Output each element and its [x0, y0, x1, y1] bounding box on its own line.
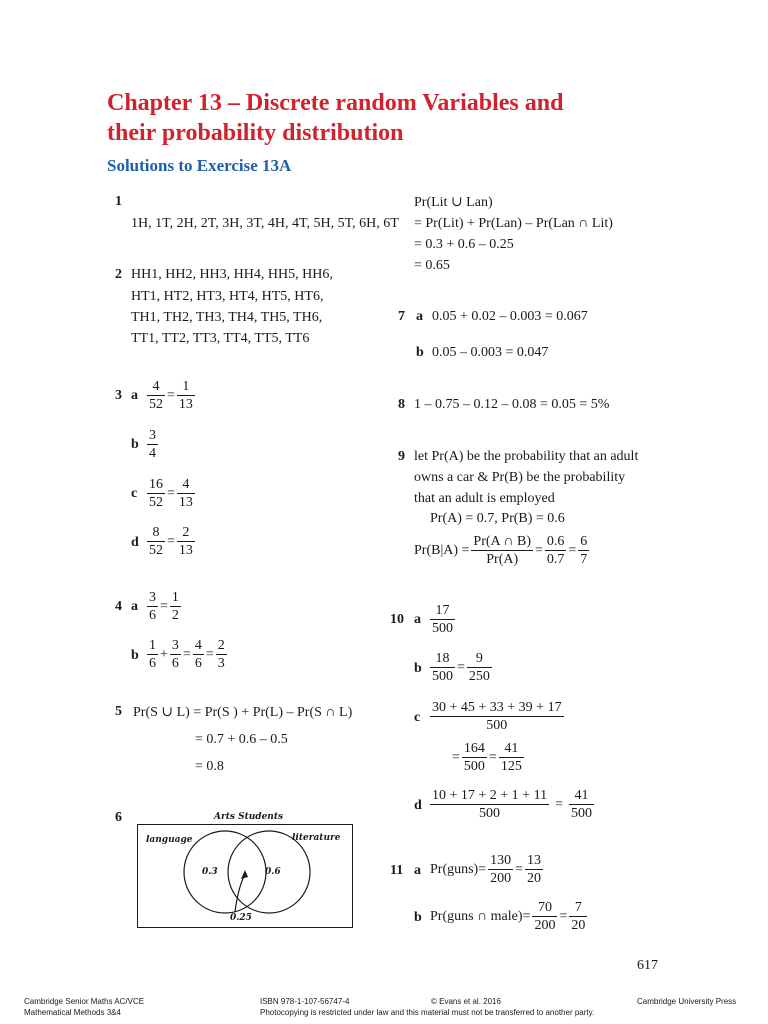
fraction: $\frac{164}{500}$ — [463, 741, 485, 774]
q3d-expression: $\frac{8}{52}$ = $\frac{2}{13}$ — [149, 525, 193, 558]
venn-arrow — [235, 874, 245, 912]
fraction: $\frac{13}{20}$ — [527, 853, 542, 886]
q1-number: 1 — [115, 194, 122, 209]
q5-line-1: Pr(S ∪ L) = Pr(S ) + Pr(L) – Pr(S ∩ L) — [133, 705, 353, 720]
footer-copyright: © Evans et al. 2016 — [431, 997, 501, 1006]
q4a-label: a — [131, 599, 138, 614]
q10c-label: c — [414, 710, 421, 725]
venn-title: Arts Students — [214, 812, 284, 822]
q7a-label: a — [416, 309, 423, 324]
q11b-expression: Pr(guns ∩ male)= $\frac{70}{200}$ = $\frac{7}{20}$ — [430, 900, 586, 933]
footer-book-title: Cambridge Senior Maths AC/VCE — [24, 997, 145, 1006]
q3c-expression: $\frac{16}{52}$ = $\frac{4}{13}$ — [149, 477, 193, 510]
venn-left-value: 0.3 — [202, 867, 218, 877]
q3a-label: a — [131, 388, 138, 403]
q10-number: 10 — [390, 612, 404, 627]
q3d-label: d — [131, 535, 139, 550]
q11a-expression: Pr(guns)= $\frac{130}{200}$ = $\frac{13}{20}$ — [430, 853, 542, 886]
footer-notice: Photocopying is restricted under law and this material must not be transferred to another party. — [260, 1008, 595, 1017]
venn-left-label: language — [146, 835, 193, 845]
fraction: $\frac{4}{6}$ — [194, 638, 202, 671]
q10a-expression — [428, 602, 457, 637]
q2-line-3: TH1, TH2, TH3, TH4, TH5, TH6, — [131, 310, 323, 325]
q9-expression: Pr(B|A) = $\frac{Pr(A \cap B)}{Pr(A)}$ = $\frac{0.6}{0.7}$ = $\frac{6}{7}$ — [414, 534, 588, 567]
fraction: $\frac{130}{200}$ — [490, 853, 512, 886]
q3c-label: c — [131, 486, 138, 501]
q7-number: 7 — [398, 309, 405, 324]
fraction: $\frac{17}{500}$ — [432, 603, 453, 636]
venn-intersection-value: 0.25 — [230, 913, 252, 923]
fraction: $\frac{1}{13}$ — [178, 379, 193, 412]
fraction: $\frac{16}{52}$ — [149, 477, 163, 510]
q11a-label: a — [414, 863, 421, 878]
venn-right-value: 0.6 — [265, 867, 281, 877]
fraction: $\frac{10 + 17 + 2 + 1 + 11}{500}$ — [432, 788, 548, 821]
q1-answer: 1H, 1T, 2H, 2T, 3H, 3T, 4H, 4T, 5H, 5T, 6H, 6T — [131, 216, 399, 231]
fraction: $\frac{3}{4}$ — [149, 428, 156, 461]
q10c-expression — [428, 699, 566, 734]
q9-line-4: Pr(A) = 0.7, Pr(B) = 0.6 — [430, 511, 565, 526]
q9-line-2: owns a car & Pr(B) be the probability — [414, 470, 626, 485]
q9-number: 9 — [398, 449, 405, 464]
fraction: $\frac{4}{52}$ — [149, 379, 163, 412]
q2-line-1: HH1, HH2, HH3, HH4, HH5, HH6, — [131, 267, 333, 282]
q5-number: 5 — [115, 704, 122, 719]
page-number: 617 — [637, 958, 658, 973]
q9-line-3: that an adult is employed — [414, 491, 555, 506]
q6-cont-line-2: = Pr(Lit) + Pr(Lan) – Pr(Lan ∩ Lit) — [414, 216, 613, 231]
q5-line-3: = 0.8 — [195, 759, 224, 774]
q4-number: 4 — [115, 599, 122, 614]
fraction: $\frac{7}{20}$ — [571, 900, 586, 933]
q11b-label: b — [414, 910, 422, 925]
fraction: $\frac{18}{500}$ — [432, 651, 453, 684]
q4b-label: b — [131, 648, 139, 663]
fraction: $\frac{Pr(A \cap B)}{Pr(A)}$ — [473, 534, 531, 567]
fraction: $\frac{1}{2}$ — [171, 590, 179, 623]
q7b-answer: 0.05 – 0.003 = 0.047 — [432, 345, 549, 360]
q10a-label: a — [414, 612, 421, 627]
q3a-expression: $\frac{4}{52}$ = $\frac{1}{13}$ — [149, 379, 193, 412]
q3-number: 3 — [115, 388, 122, 403]
q2-line-4: TT1, TT2, TT3, TT4, TT5, TT6 — [131, 331, 310, 346]
q6-cont-line-4: = 0.65 — [414, 258, 450, 273]
fraction: $\frac{2}{13}$ — [178, 525, 193, 558]
q6-number: 6 — [115, 810, 122, 825]
q2-number: 2 — [115, 267, 122, 282]
fraction: $\frac{2}{3}$ — [217, 638, 225, 671]
q4a-expression: $\frac{3}{6}$ = $\frac{1}{2}$ — [149, 590, 179, 623]
venn-right-label: literature — [292, 833, 341, 843]
footer-isbn: ISBN 978-1-107-56747-4 — [260, 997, 350, 1006]
q2-line-2: HT1, HT2, HT3, HT4, HT5, HT6, — [131, 289, 324, 304]
chapter-title-line2: their probability distribution — [107, 120, 404, 146]
fraction: $\frac{41}{500}$ — [570, 788, 592, 821]
q10b-label: b — [414, 661, 422, 676]
q7b-label: b — [416, 345, 424, 360]
q8-number: 8 — [398, 397, 405, 412]
fraction: $\frac{4}{13}$ — [178, 477, 193, 510]
q6-cont-line-3: = 0.3 + 0.6 – 0.25 — [414, 237, 514, 252]
fraction: $\frac{70}{200}$ — [534, 900, 556, 933]
q4b-expression: $\frac{1}{6}$ + $\frac{3}{6}$ = $\frac{4}{6}$ = $\frac{2}{3}$ — [149, 638, 225, 671]
q11-number: 11 — [390, 863, 404, 878]
fraction: $\frac{41}{125}$ — [500, 741, 522, 774]
q9-line-1: let Pr(A) be the probability that an adult — [414, 449, 639, 464]
q3b-expression — [145, 427, 160, 462]
fraction: $\frac{1}{6}$ — [149, 638, 156, 671]
fraction: $\frac{0.6}{0.7}$ — [546, 534, 565, 567]
q8-answer: 1 – 0.75 – 0.12 – 0.08 = 0.05 = 5% — [414, 397, 610, 412]
q10d-expression: $\frac{10 + 17 + 2 + 1 + 11}{500}$ = $\frac{41}{500}$ — [432, 788, 592, 821]
q10b-expression: $\frac{18}{500}$ = $\frac{9}{250}$ — [432, 651, 490, 684]
footer-book-subtitle: Mathematical Methods 3&4 — [24, 1008, 121, 1017]
fraction: $\frac{3}{6}$ — [171, 638, 179, 671]
footer-publisher: Cambridge University Press — [637, 997, 737, 1006]
fraction: $\frac{3}{6}$ — [149, 590, 156, 623]
fraction: $\frac{8}{52}$ — [149, 525, 163, 558]
venn-circle-language — [184, 831, 266, 913]
q10c-simplification: = $\frac{164}{500}$ = $\frac{41}{125}$ — [452, 741, 522, 774]
chapter-title-line1: Chapter 13 – Discrete random Variables and — [107, 90, 564, 116]
q6-cont-line-1: Pr(Lit ∪ Lan) — [414, 195, 493, 210]
q7a-answer: 0.05 + 0.02 – 0.003 = 0.067 — [432, 309, 588, 324]
q3b-label: b — [131, 437, 139, 452]
q5-line-2: = 0.7 + 0.6 – 0.5 — [195, 732, 288, 747]
venn-arrowhead — [241, 870, 248, 879]
fraction: $\frac{6}{7}$ — [580, 534, 588, 567]
section-subtitle: Solutions to Exercise 13A — [107, 156, 292, 175]
q10d-label: d — [414, 798, 422, 813]
fraction: $\frac{9}{250}$ — [468, 651, 490, 684]
fraction: $\frac{30 + 45 + 33 + 39 + 17}{500}$ — [432, 700, 562, 733]
